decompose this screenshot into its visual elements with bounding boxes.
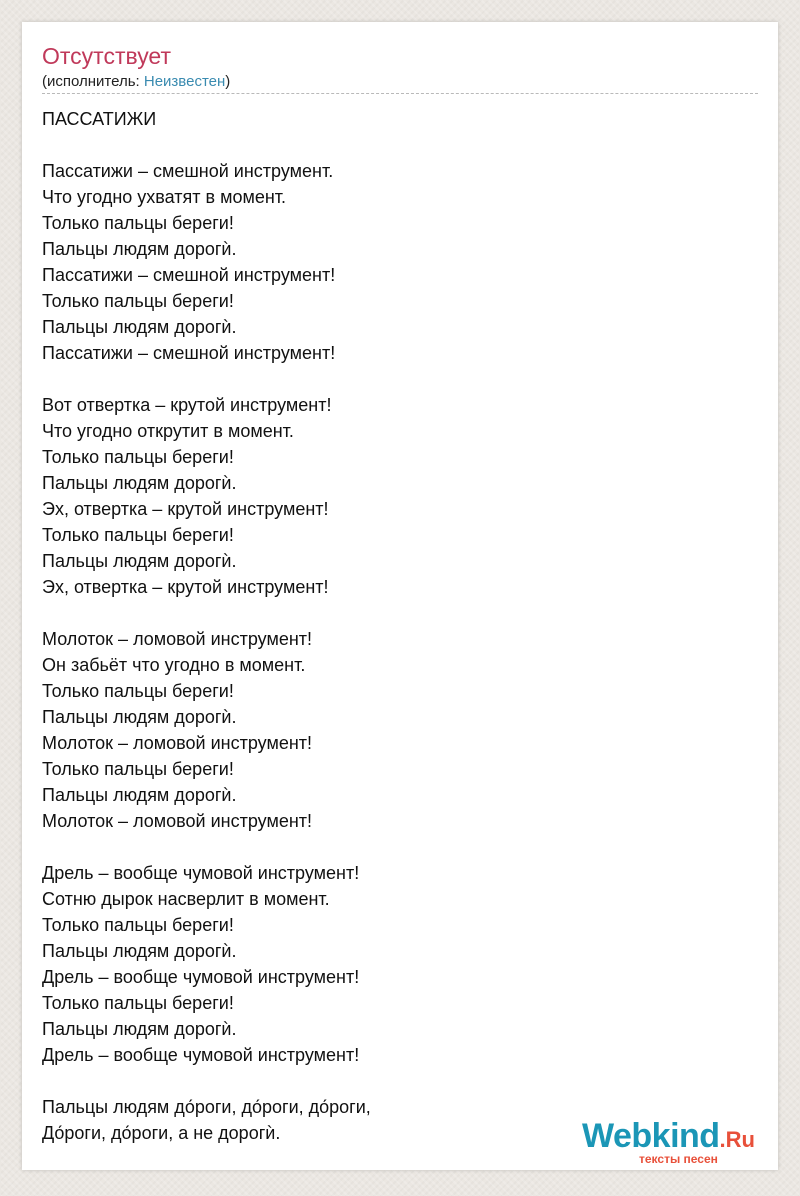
lyric-line: Пальцы людям дорогѝ. xyxy=(42,239,237,259)
lyric-line: Только пальцы береги! xyxy=(42,681,234,701)
title-divider xyxy=(42,93,758,94)
performer-link[interactable]: Неизвестен xyxy=(143,73,226,90)
performer-suffix: ) xyxy=(225,73,231,90)
lyric-line: Только пальцы береги! xyxy=(42,525,234,545)
stanza xyxy=(42,626,742,834)
lyric-line: Пальцы людям дорогѝ. xyxy=(42,551,237,571)
lyric-line: Только пальцы береги! xyxy=(42,993,234,1013)
lyric-line: Только пальцы береги! xyxy=(42,447,234,467)
lyric-line: Только пальцы береги! xyxy=(42,759,234,779)
lyric-line: Дрель – вообще чумовой инструмент! xyxy=(42,863,360,883)
lyric-line: Пальцы людям дорогѝ. xyxy=(42,941,237,961)
lyric-line: Только пальцы береги! xyxy=(42,291,234,311)
lyric-line: До́роги, до́роги, а не дорогѝ. xyxy=(42,1123,281,1143)
lyric-line: Вот отвертка – крутой инструмент! xyxy=(42,395,332,415)
lyric-line: Эх, отвертка – крутой инструмент! xyxy=(42,499,329,519)
lyric-line: Сотню дырок насверлит в момент. xyxy=(42,889,330,909)
performer-line xyxy=(42,72,230,92)
lyric-line: Дрель – вообще чумовой инструмент! xyxy=(42,967,360,987)
lyric-line: Только пальцы береги! xyxy=(42,915,234,935)
lyric-line: Молоток – ломовой инструмент! xyxy=(42,629,313,649)
lyric-line: Пальцы людям дорогѝ. xyxy=(42,317,237,337)
logo-word: Webkind xyxy=(582,1117,720,1155)
lyric-line: Пассатижи – смешной инструмент! xyxy=(42,343,336,363)
logo-tagline: тексты песен xyxy=(639,1152,718,1166)
lyrics-text xyxy=(42,106,742,1146)
lyric-line: Пассатижи – смешной инструмент. xyxy=(42,161,334,181)
lyric-line: Пальцы людям дорогѝ. xyxy=(42,1019,237,1039)
webkind-logo[interactable] xyxy=(582,1116,772,1168)
lyric-line: Эх, отвертка – крутой инструмент! xyxy=(42,577,329,597)
lyric-line: Только пальцы береги! xyxy=(42,213,234,233)
lyric-line: Пальцы людям дорогѝ. xyxy=(42,707,237,727)
stanza xyxy=(42,392,742,600)
song-title: Отсутствует xyxy=(42,43,171,69)
lyric-line: Пальцы людям дорогѝ. xyxy=(42,785,237,805)
lyric-line: Пальцы людям дорогѝ. xyxy=(42,473,237,493)
logo-suffix: .Ru xyxy=(719,1127,755,1152)
lyric-line: Что угодно открутит в момент. xyxy=(42,421,294,441)
lyric-line: Молоток – ломовой инструмент! xyxy=(42,733,313,753)
stanza xyxy=(42,158,742,366)
lyric-line: Что угодно ухватят в момент. xyxy=(42,187,287,207)
lyric-line: Дрель – вообще чумовой инструмент! xyxy=(42,1045,360,1065)
lyric-line: Пальцы людям до́роги, до́роги, до́роги, xyxy=(42,1097,371,1117)
lyric-line: Пассатижи – смешной инструмент! xyxy=(42,265,336,285)
lyric-line: Он забьёт что угодно в момент. xyxy=(42,655,306,675)
lyrics-heading: ПАССАТИЖИ xyxy=(42,109,157,129)
stanza xyxy=(42,860,742,1068)
performer-prefix: (исполнитель: xyxy=(42,73,144,90)
lyrics-card xyxy=(22,22,778,1170)
lyric-line: Молоток – ломовой инструмент! xyxy=(42,811,313,831)
